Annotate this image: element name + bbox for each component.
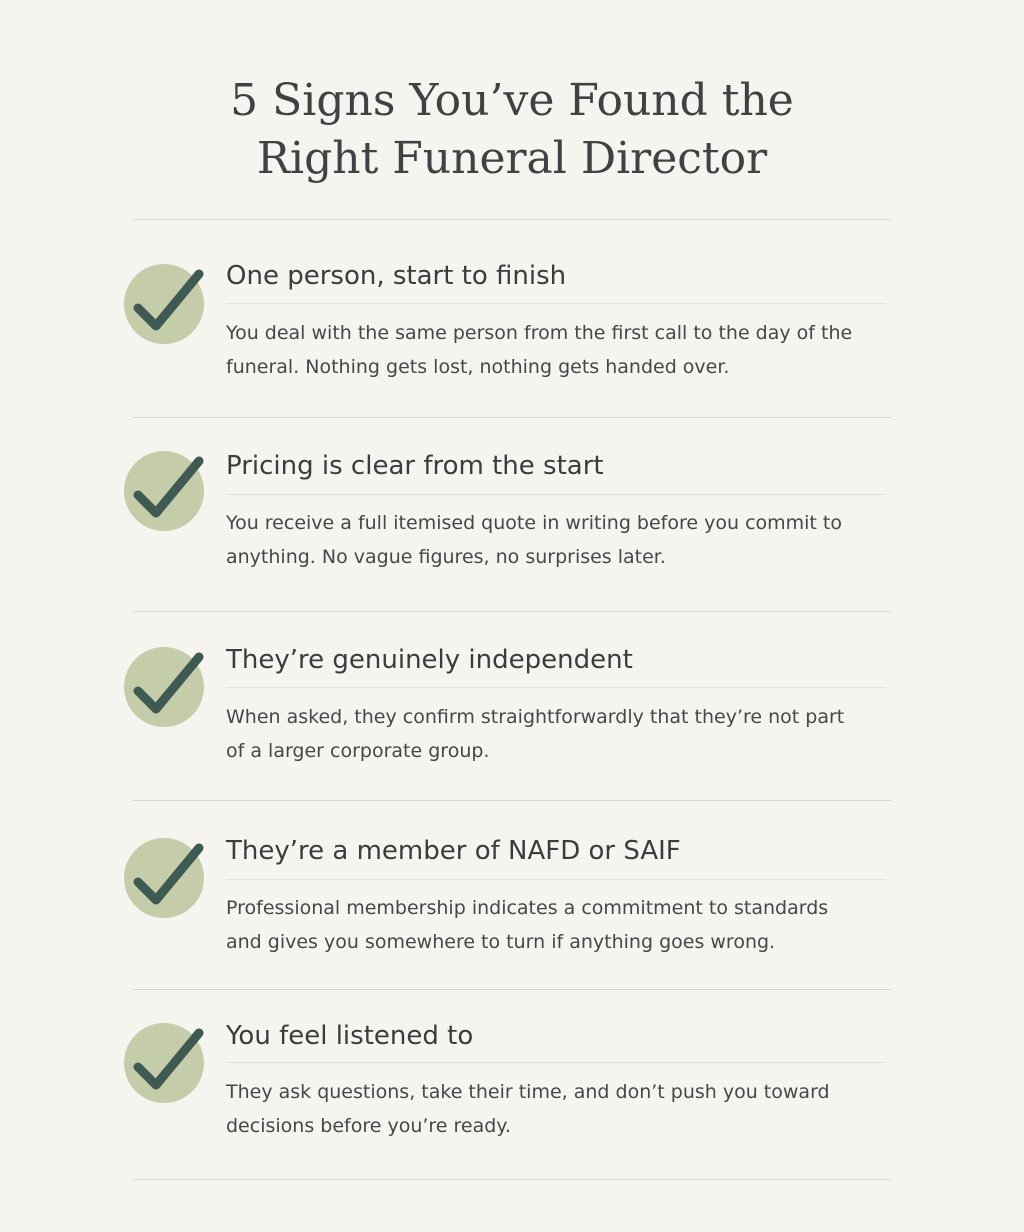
item-heading-divider (226, 303, 886, 304)
title-divider (133, 219, 891, 220)
check-icon (124, 1023, 204, 1103)
item-description: You deal with the same person from the first call to the day of the funeral. Nothing gets lost, nothing gets handed over. (226, 322, 853, 378)
item-description: You receive a full itemised quote in writing before you commit to anything. No vague figures, no surprises later. (226, 512, 842, 568)
item-divider (133, 989, 891, 990)
item-description: Professional membership indicates a commitment to standards and gives you somewhere to turn if anything goes wrong. (226, 897, 829, 953)
page-title (0, 72, 1024, 188)
item-heading-divider (226, 687, 886, 688)
item-divider (133, 800, 891, 801)
item-description: When asked, they confirm straightforwardly that they’re not part of a larger corporate group. (226, 706, 845, 762)
item-heading: You feel listened to (226, 1021, 474, 1051)
item-description: They ask questions, take their time, and don’t push you toward decisions before you’re ready. (226, 1081, 830, 1137)
check-icon (124, 838, 204, 918)
item-divider (133, 417, 891, 418)
item-heading: They’re a member of NAFD or SAIF (226, 836, 681, 866)
check-icon (124, 647, 204, 727)
item-heading-divider (226, 494, 886, 495)
item-heading-divider (226, 879, 886, 880)
item-divider (133, 611, 891, 612)
item-heading-divider (226, 1062, 886, 1063)
page-title-line-2: Right Funeral Director (256, 133, 768, 184)
page-title-line-1: 5 Signs You’ve Found the (230, 75, 794, 126)
check-icon (124, 451, 204, 531)
item-heading: Pricing is clear from the start (226, 451, 604, 481)
check-icon (124, 264, 204, 344)
item-heading: One person, start to finish (226, 261, 567, 291)
item-divider (133, 1179, 891, 1180)
item-heading: They’re genuinely independent (226, 645, 633, 675)
